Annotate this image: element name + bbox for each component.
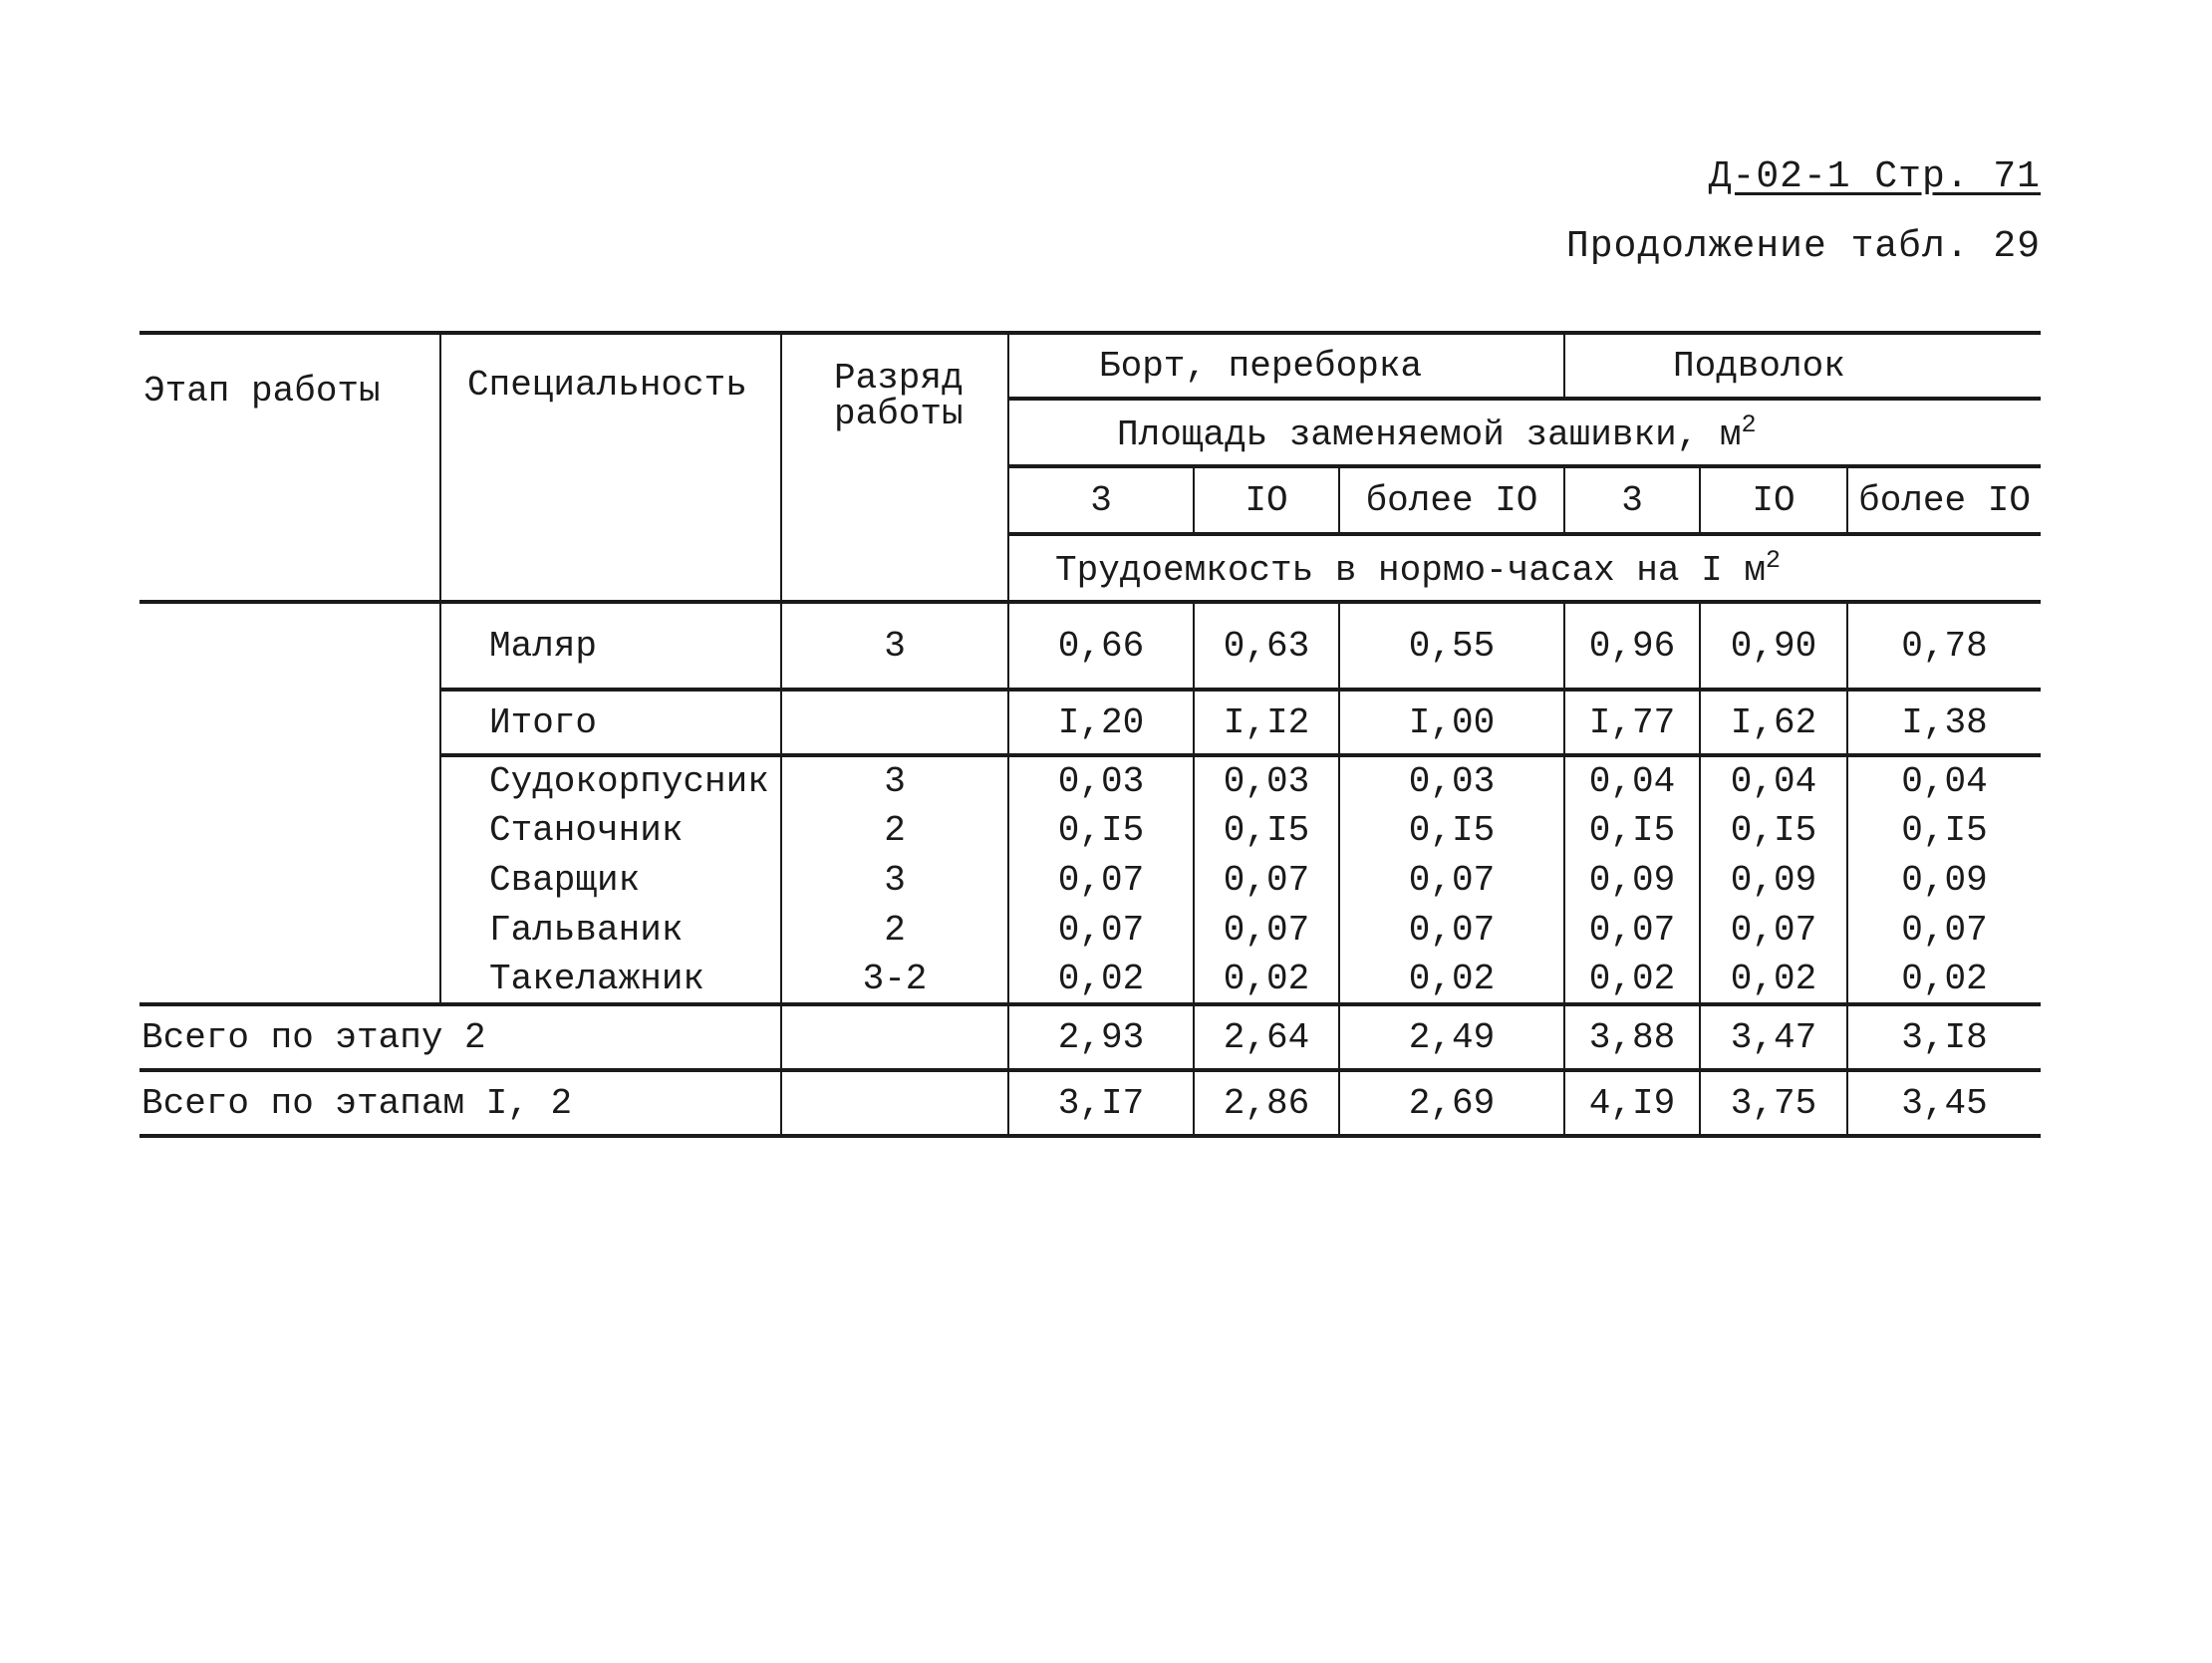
header-stage: Этап работы <box>139 333 440 602</box>
value-cell: 0,I5 <box>1564 805 1700 855</box>
value-cell: I,62 <box>1700 690 1847 755</box>
value-cell: 0,96 <box>1564 602 1700 690</box>
total-label: Всего по этапу 2 <box>139 1004 781 1070</box>
value-cell: 0,02 <box>1700 955 1847 1004</box>
value-cell: 0,02 <box>1847 955 2041 1004</box>
value-cell: 3,I8 <box>1847 1004 2041 1070</box>
value-cell: 0,02 <box>1339 955 1564 1004</box>
value-cell: 0,02 <box>1194 955 1339 1004</box>
total-row <box>139 1070 2041 1136</box>
header-labor-sup: 2 <box>1765 545 1782 575</box>
table-continuation-caption: Продолжение табл. 29 <box>1565 225 2041 268</box>
grade-cell: 2 <box>781 805 1008 855</box>
header-row-groups <box>139 333 2041 399</box>
value-cell: 0,07 <box>1847 905 2041 955</box>
table-row <box>139 755 2041 805</box>
table-row <box>139 602 2041 690</box>
value-cell: 0,07 <box>1194 905 1339 955</box>
value-cell: 3,88 <box>1564 1004 1700 1070</box>
value-cell: 2,64 <box>1194 1004 1339 1070</box>
grade-cell: 3-2 <box>781 955 1008 1004</box>
value-cell: 0,02 <box>1008 955 1194 1004</box>
value-cell: 0,03 <box>1194 755 1339 805</box>
header-group-bort: Борт, переборка <box>1008 333 1564 399</box>
value-cell: 3,47 <box>1700 1004 1847 1070</box>
specialty-cell: Станочник <box>440 805 781 855</box>
grade-cell: 3 <box>781 755 1008 805</box>
specialty-cell: Такелажник <box>440 955 781 1004</box>
grade-cell <box>781 690 1008 755</box>
header-area <box>1008 399 2041 466</box>
value-cell: 0,04 <box>1564 755 1700 805</box>
value-cell: 0,04 <box>1847 755 2041 805</box>
value-cell: 0,63 <box>1194 602 1339 690</box>
labor-table <box>139 331 2041 1138</box>
value-cell: 2,69 <box>1339 1070 1564 1136</box>
specialty-cell: Итого <box>440 690 781 755</box>
total-row <box>139 1004 2041 1070</box>
value-cell: 2,93 <box>1008 1004 1194 1070</box>
value-cell: 0,I5 <box>1194 805 1339 855</box>
value-cell: 0,07 <box>1008 905 1194 955</box>
header-area-col: 3 <box>1564 466 1700 534</box>
total-label: Всего по этапам I, 2 <box>139 1070 781 1136</box>
value-cell: 0,04 <box>1700 755 1847 805</box>
value-cell: I,I2 <box>1194 690 1339 755</box>
value-cell: I,00 <box>1339 690 1564 755</box>
header-area-col: IO <box>1194 466 1339 534</box>
value-cell: 0,07 <box>1700 905 1847 955</box>
value-cell: 0,I5 <box>1847 805 2041 855</box>
header-labor-label: Трудоемкость в нормо-часах на I м <box>1055 549 1766 591</box>
value-cell: 2,86 <box>1194 1070 1339 1136</box>
stage-cell-empty <box>139 755 440 1004</box>
grade-cell: 3 <box>781 602 1008 690</box>
header-area-col: более IO <box>1847 466 2041 534</box>
page-reference: Д-02-1 Стр. 71 <box>1708 155 2041 198</box>
value-cell: 0,I5 <box>1008 805 1194 855</box>
value-cell: 0,I5 <box>1339 805 1564 855</box>
value-cell: 0,07 <box>1339 905 1564 955</box>
header-group-podvolok: Подволок <box>1564 333 2041 399</box>
value-cell: 3,45 <box>1847 1070 2041 1136</box>
value-cell: 3,75 <box>1700 1070 1847 1136</box>
header-specialty: Специальность <box>440 333 781 602</box>
value-cell: 0,07 <box>1564 905 1700 955</box>
header-grade: Разряд работы <box>781 333 1008 602</box>
value-cell: I,20 <box>1008 690 1194 755</box>
value-cell: 0,66 <box>1008 602 1194 690</box>
value-cell: 0,I5 <box>1700 805 1847 855</box>
total-grade-empty <box>781 1004 1008 1070</box>
stage-cell-empty <box>139 602 440 755</box>
header-area-col: IO <box>1700 466 1847 534</box>
value-cell: 4,I9 <box>1564 1070 1700 1136</box>
value-cell: 0,78 <box>1847 602 2041 690</box>
specialty-cell: Сварщик <box>440 855 781 905</box>
value-cell: 0,03 <box>1008 755 1194 805</box>
value-cell: 0,09 <box>1847 855 2041 905</box>
value-cell: I,77 <box>1564 690 1700 755</box>
grade-cell: 3 <box>781 855 1008 905</box>
value-cell: 0,07 <box>1008 855 1194 905</box>
specialty-cell: Судокорпусник <box>440 755 781 805</box>
header-area-sup: 2 <box>1741 410 1757 439</box>
value-cell: 0,03 <box>1339 755 1564 805</box>
specialty-cell: Гальваник <box>440 905 781 955</box>
total-grade-empty <box>781 1070 1008 1136</box>
grade-cell: 2 <box>781 905 1008 955</box>
header-labor <box>1008 534 2041 602</box>
value-cell: 0,07 <box>1339 855 1564 905</box>
value-cell: 0,07 <box>1194 855 1339 905</box>
value-cell: 0,55 <box>1339 602 1564 690</box>
value-cell: 0,09 <box>1564 855 1700 905</box>
header-area-col: 3 <box>1008 466 1194 534</box>
value-cell: 3,I7 <box>1008 1070 1194 1136</box>
value-cell: 0,02 <box>1564 955 1700 1004</box>
header-area-col: более IO <box>1339 466 1564 534</box>
value-cell: 0,09 <box>1700 855 1847 905</box>
specialty-cell: Маляр <box>440 602 781 690</box>
header-area-label: Площадь заменяемой зашивки, м <box>1117 414 1742 455</box>
value-cell: I,38 <box>1847 690 2041 755</box>
value-cell: 2,49 <box>1339 1004 1564 1070</box>
value-cell: 0,90 <box>1700 602 1847 690</box>
